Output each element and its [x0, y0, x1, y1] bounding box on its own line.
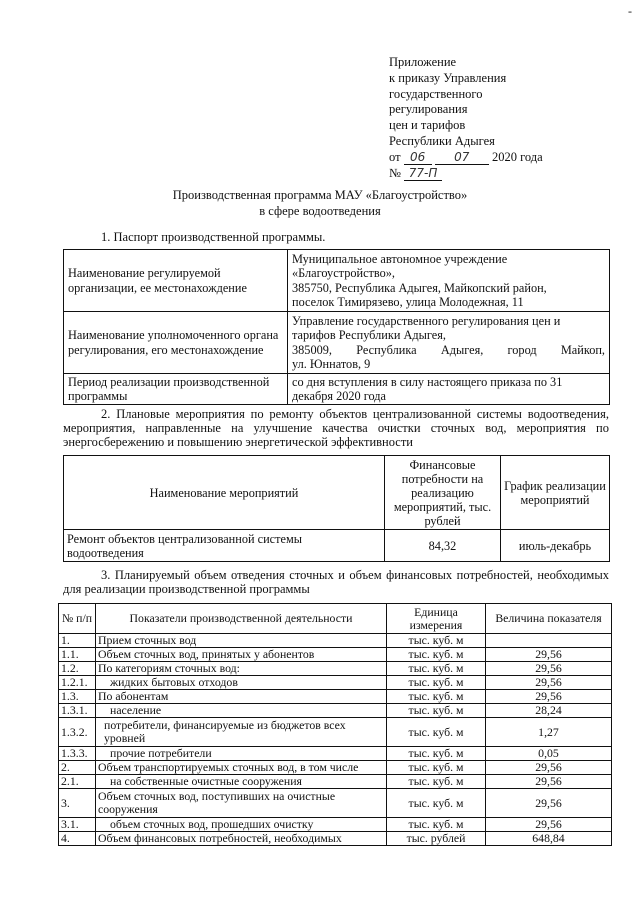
- value-line: ул. Юннатов, 9: [292, 356, 371, 371]
- table-row: [59, 789, 612, 818]
- column-header: Показатели производственной деятельности: [96, 604, 387, 634]
- order-number: 77-П: [404, 167, 442, 181]
- row-indicator: По абонентам: [96, 690, 387, 704]
- passport-value: [288, 312, 610, 374]
- appendix-date-line: [389, 150, 543, 166]
- row-unit: тыс. куб. м: [387, 662, 486, 676]
- table-row: [64, 374, 610, 405]
- row-value: 29,56: [486, 648, 612, 662]
- appendix-line: государственного: [389, 86, 483, 101]
- row-value: 29,56: [486, 676, 612, 690]
- row-unit: тыс. куб. м: [387, 690, 486, 704]
- row-number: 1.2.1.: [59, 676, 96, 690]
- table-header-row: [64, 456, 610, 530]
- row-value: 0,05: [486, 747, 612, 761]
- indicators-table: [58, 603, 612, 846]
- row-number: 2.: [59, 761, 96, 775]
- table-row: [59, 704, 612, 718]
- value-line: поселок Тимирязево, улица Молодежная, 11: [292, 294, 524, 309]
- row-unit: тыс. рублей: [387, 832, 486, 846]
- row-unit: тыс. куб. м: [387, 747, 486, 761]
- passport-label: Наименование уполномоченного органа регулирования, его местонахождение: [64, 312, 288, 374]
- row-indicator: Прием сточных вод: [96, 634, 387, 648]
- value-line: 385009, Республика Адыгея, город Майкоп,: [292, 342, 605, 357]
- row-indicator: прочие потребители: [96, 747, 387, 761]
- row-value: 1,27: [486, 718, 612, 747]
- table-row: [64, 312, 610, 374]
- value-line: Муниципальное автономное учреждение «Благоустройство»,: [292, 252, 508, 281]
- table-row: [59, 690, 612, 704]
- row-number: 3.: [59, 789, 96, 818]
- column-header: Величина показателя: [486, 604, 612, 634]
- passport-label: Период реализации производственной программы: [64, 374, 288, 405]
- row-number: 2.1.: [59, 775, 96, 789]
- measure-amount: 84,32: [385, 530, 501, 562]
- row-number: 1.1.: [59, 648, 96, 662]
- row-number: 1.2.: [59, 662, 96, 676]
- appendix-line: Приложение: [389, 55, 457, 69]
- table-header-row: [59, 604, 612, 634]
- table-row: [59, 832, 612, 846]
- section3-paragraph: 3. Планируемый объем отведения сточных и объем финансовых потребностей, необходимых для реализации производственной программы: [63, 568, 609, 596]
- row-number: 4.: [59, 832, 96, 846]
- row-value: 29,56: [486, 662, 612, 676]
- column-header: Единица измерения: [387, 604, 486, 634]
- measures-table: [63, 455, 610, 562]
- passport-table: [63, 249, 610, 405]
- corner-mark: -: [628, 4, 632, 18]
- row-indicator: Объем финансовых потребностей, необходимых: [96, 832, 387, 846]
- table-row: [59, 775, 612, 789]
- row-value: 29,56: [486, 690, 612, 704]
- appendix-line: регулирования: [389, 102, 468, 117]
- table-row: [59, 761, 612, 775]
- table-row: [59, 662, 612, 676]
- appendix-number-line: [389, 166, 543, 182]
- table-row: [59, 676, 612, 690]
- row-indicator: население: [96, 704, 387, 718]
- row-indicator: Объем сточных вод, принятых у абонентов: [96, 648, 387, 662]
- document-title: Производственная программа МАУ «Благоустройство»: [172, 188, 468, 202]
- row-value: 28,24: [486, 704, 612, 718]
- appendix-line: к приказу Управления: [389, 70, 507, 85]
- table-row: [59, 818, 612, 832]
- date-prefix: от: [389, 149, 401, 164]
- table-row: [59, 747, 612, 761]
- row-indicator: По категориям сточных вод:: [96, 662, 387, 676]
- value-line: Управление государственного регулирования цен и тарифов Республики Адыгея,: [292, 314, 561, 343]
- row-indicator: объем сточных вод, прошедших очистку: [96, 818, 387, 832]
- appendix-line: Республики Адыгея: [389, 133, 495, 148]
- passport-value: [288, 374, 610, 405]
- row-number: 3.1.: [59, 818, 96, 832]
- row-indicator: потребители, финансируемые из бюджетов всех уровней: [96, 718, 387, 747]
- measure-name: Ремонт объектов централизованной системы водоотведения: [64, 530, 385, 562]
- column-header: График реализации мероприятий: [501, 456, 610, 530]
- appendix-line: цен и тарифов: [389, 118, 466, 133]
- row-indicator: Объем сточных вод, поступивших на очистные сооружения: [96, 789, 387, 818]
- section2-text: [63, 407, 609, 449]
- date-year: 2020 года: [491, 149, 543, 164]
- row-unit: тыс. куб. м: [387, 718, 486, 747]
- row-number: 1.: [59, 634, 96, 648]
- row-unit: тыс. куб. м: [387, 818, 486, 832]
- table-row: [64, 530, 610, 562]
- row-unit: тыс. куб. м: [387, 634, 486, 648]
- number-prefix: №: [389, 165, 401, 180]
- row-number: 1.3.3.: [59, 747, 96, 761]
- table-row: [59, 634, 612, 648]
- row-value: 29,56: [486, 775, 612, 789]
- date-day: 06: [404, 151, 432, 165]
- column-header: № п/п: [59, 604, 96, 634]
- section2-paragraph: 2. Плановые мероприятия по ремонту объектов централизованной системы водоотведения, мероприятия, направленные на улучшение качества очистки сточных вод, мероприятия по энергосбережению и повышению энергетической эффективности: [63, 407, 609, 449]
- row-value: 29,56: [486, 818, 612, 832]
- appendix-block: [389, 55, 543, 181]
- row-indicator: на собственные очистные сооружения: [96, 775, 387, 789]
- value-line: 385750, Республика Адыгея, Майкопский район,: [292, 280, 547, 295]
- row-unit: тыс. куб. м: [387, 648, 486, 662]
- row-indicator: Объем транспортируемых сточных вод, в том числе: [96, 761, 387, 775]
- row-value: 29,56: [486, 789, 612, 818]
- row-unit: тыс. куб. м: [387, 775, 486, 789]
- section3-text: [63, 568, 609, 596]
- document-subtitle: в сфере водоотведения: [259, 204, 381, 218]
- row-number: 1.3.: [59, 690, 96, 704]
- row-number: 1.3.2.: [59, 718, 96, 747]
- row-unit: тыс. куб. м: [387, 761, 486, 775]
- passport-value: [288, 250, 610, 312]
- row-indicator: жидких бытовых отходов: [96, 676, 387, 690]
- row-value: 648,84: [486, 832, 612, 846]
- row-unit: тыс. куб. м: [387, 789, 486, 818]
- row-number: 1.3.1.: [59, 704, 96, 718]
- table-row: [59, 718, 612, 747]
- row-unit: тыс. куб. м: [387, 676, 486, 690]
- column-header: Наименование мероприятий: [64, 456, 385, 530]
- measure-schedule: июль-декабрь: [501, 530, 610, 562]
- date-month: 07: [435, 151, 489, 165]
- row-value: [486, 634, 612, 648]
- passport-label: Наименование регулируемой организации, ее местонахождение: [64, 250, 288, 312]
- table-row: [59, 648, 612, 662]
- table-row: [64, 250, 610, 312]
- value-line: со дня вступления в силу настоящего приказа по 31 декабря 2020 года: [292, 375, 563, 404]
- row-value: 29,56: [486, 761, 612, 775]
- column-header: Финансовые потребности на реализацию мероприятий, тыс. рублей: [385, 456, 501, 530]
- row-unit: тыс. куб. м: [387, 704, 486, 718]
- section1-heading: 1. Паспорт производственной программы.: [101, 230, 326, 244]
